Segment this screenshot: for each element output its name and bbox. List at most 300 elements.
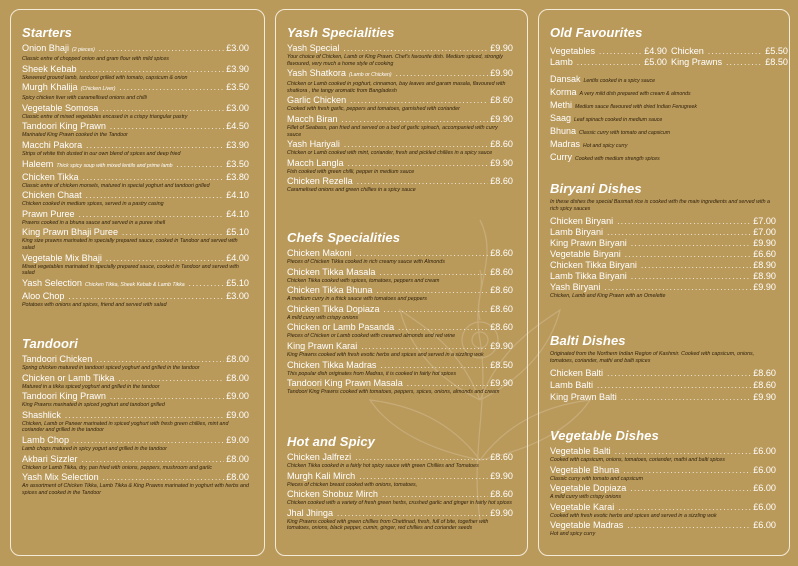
menu-item [550,216,776,227]
menu-item [22,140,249,158]
menu-item [287,322,513,340]
dot-leader [189,278,225,289]
dot-leader [82,454,225,465]
menu-item [287,471,513,489]
menu-item [287,95,513,113]
dot-leader [86,140,224,151]
menu-item-row [287,322,513,333]
curry-style-desc: Cooked with medium strength spices [575,156,660,162]
veg-list [550,446,776,538]
old-heading: Old Favourites [550,25,643,40]
menu-item [550,368,776,379]
dish-name: Vegetable Madras [550,520,624,531]
dish-note: Chicken Tikka, Sheek Kebab & Lamb Tikka [85,281,185,288]
curry-style-name: Methi [550,100,573,110]
menu-item [550,520,776,538]
dish-name: Lamb Biryani [550,227,604,238]
balti-intro: Originated from the Northern Indian Region of Kashmir. Cooked with capsicum, onions, tomatoes, coriander, mathi and balti spices [550,351,755,364]
dish-description: Matured in a tikka spiced yoghurt and grilled in the tandoor [22,383,160,390]
curry-style-desc: Lentils cooked in a spicy sauce [583,78,656,84]
dish-name: Murgh Khalija [22,82,78,93]
dot-leader [708,46,763,57]
menu-item [287,508,513,532]
dish-description: Classic entre of chopped onion and gram flour with mild spices [22,56,169,62]
menu-item [550,502,776,520]
dot-leader [177,159,225,170]
dish-description: Classic curry with tomato and capsicum [550,475,644,482]
dish-name: Vegetable Biryani [550,249,621,260]
dot-leader [122,227,224,238]
dish-description: Marinated King Prawn cooked in the Tandoor [22,132,128,139]
menu-item-row [287,304,513,315]
curry-style-name: Madras [550,139,581,149]
dot-leader [396,68,489,79]
dot-leader [641,260,751,271]
dish-description: King Prawns marinated in spiced yoghurt and tandoori grilled [22,402,165,409]
curry-style-name: Saag [550,113,572,123]
dish-name: Macchi Pakora [22,139,83,150]
dish-price: £9.90 [490,68,513,79]
dish-price: £3.00 [226,43,249,53]
menu-item [22,354,249,372]
dish-description: King size prawns marinated in specially prepared sauce, cooked in Tandoor and served with salad [22,238,238,251]
old-favourites-grid [550,46,788,68]
dish-name: King Prawn Balti [550,392,617,403]
dish-price: £8.00 [226,472,249,483]
menu-item [550,483,776,501]
dish-description: Chicken Tikka cooked with spices, tomatoes, peppers and cream [287,277,440,284]
menu-item [287,304,513,322]
dish-description: A mild curry with crispy onions [550,494,622,501]
menu-item [550,392,776,403]
menu-item [22,278,249,291]
hot-list [287,452,513,532]
menu-item-row [22,391,249,402]
menu-item-row [550,446,776,457]
dish-price: £9.90 [490,340,513,351]
menu-item [287,176,513,194]
dish-price: £9.90 [490,157,513,168]
menu-item [287,248,513,266]
menu-item-row [550,465,776,476]
curry-style [550,139,776,152]
dot-leader [337,508,488,519]
dish-price: £7.00 [753,216,776,227]
dish-price: £7.00 [753,227,776,238]
dish-price: £9.90 [490,378,513,389]
curry-styles-list [550,74,776,165]
dot-leader [384,304,489,315]
menu-item [287,267,513,285]
dish-name: Macch Biran [287,113,338,124]
dish-name: Chicken or Lamb Pasanda [287,322,395,333]
dot-leader [607,227,751,238]
dot-leader [623,465,751,476]
meat-name: Chicken [671,46,704,56]
dot-leader [73,435,224,446]
dish-name: Chicken Makoni [287,248,352,258]
starters-panel [10,9,265,556]
dish-description: Chicken Tikka cooked in a fairly hot spicy sauce with green Chillies and Tomatoes [287,463,479,469]
dish-name: Yash Shatkora [287,68,346,79]
starters-list [22,43,249,308]
curry-style [550,126,776,139]
dish-description: Caramelised onions and green chillies in a spicy sauce [287,187,416,194]
menu-item [22,64,249,82]
dish-price: £9.00 [226,434,249,445]
menu-item-row [287,489,513,500]
dot-leader [577,57,642,68]
dish-description: Cooked with fresh exotic herbs and spices and served in a sizzling wok [550,512,717,519]
dish-name: Vegetable Somosa [22,102,99,113]
menu-item [287,360,513,378]
menu-item-row [22,291,249,302]
dish-name: Chicken Tikka Bhuna [287,285,373,296]
menu-item [550,260,776,271]
dish-note: (2 pieces) [72,47,95,53]
dot-leader [398,322,488,333]
dot-leader [110,391,224,402]
dish-description: Cooked with capsicum, onions, tomatoes, coriander, mathi and balti spices [550,457,725,463]
dot-leader [106,253,224,264]
dish-description: Strips of white fish dusted in our own blend of spices and deep fried [22,150,181,157]
menu-item [22,43,249,63]
dish-name: Chicken Chaat [22,190,82,201]
curry-style-desc: Leaf spinach cooked in medium sauce [574,117,663,123]
dish-price: £8.00 [226,453,249,464]
dot-leader [102,103,224,114]
dot-leader [618,502,751,513]
dish-price: £8.60 [490,285,513,296]
menu-item [287,68,513,94]
menu-item [22,435,249,453]
curry-style [550,87,776,100]
dish-price: £9.90 [490,113,513,124]
dot-leader [380,360,488,371]
dish-price: £3.00 [226,290,249,301]
favourites-panel [538,9,790,556]
menu-item-row [287,285,513,296]
menu-item-row [22,435,249,446]
dish-name: Chicken Jalfrezi [287,452,352,462]
menu-item-row [22,354,249,365]
price-grid-item [671,46,788,57]
menu-item-row [22,121,249,132]
dish-price: £9.00 [226,409,249,420]
menu-item [287,158,513,176]
menu-item [22,121,249,139]
dot-leader [627,520,751,531]
menu-item [22,391,249,409]
dish-price: £8.90 [753,260,776,271]
dot-leader [86,190,225,201]
dot-leader [68,291,224,302]
curry-style-name: Curry [550,152,572,162]
dish-name: Tandoori King Prawn [22,121,106,132]
hot-heading: Hot and Spicy [287,434,375,449]
menu-item-row [287,139,513,150]
dot-leader [356,248,489,259]
biryani-outro: Chicken, Lamb and King Prawn with an Omelette [550,293,666,300]
menu-item [22,410,249,434]
dish-name: Chicken Rezella [287,176,353,187]
curry-style [550,100,776,113]
menu-item [22,227,249,251]
menu-item-row [550,216,776,227]
dot-leader [607,368,751,379]
menu-item [287,43,513,67]
dish-name: Tandoori King Prawn [22,391,106,402]
dish-description: Skewered ground lamb, tandoori grilled with tomato, capsicum & onion [22,74,188,81]
menu-item-row [22,278,249,291]
dish-name: Haleem [22,158,54,169]
dish-description: Prawns cooked in a bhuna sauce and served in a puree shell [22,219,166,226]
menu-item [22,209,249,227]
dish-description: Classic entre of chicken morsels, matured in special yoghurt and tandoori grilled [22,182,210,189]
menu-item-row [22,140,249,151]
balti-list [550,368,776,403]
dot-leader [382,489,488,500]
menu-item-row [550,520,776,531]
dish-price: £8.50 [490,359,513,370]
dot-leader [83,172,225,183]
dish-name: Vegetable Karai [550,501,615,512]
dish-description: Cooked with fresh garlic, peppers and tomatoes, garnished with coriander [287,106,460,113]
menu-item-row [550,227,776,238]
menu-item-row [22,43,249,56]
menu-item-row [550,282,776,293]
dish-description: Fillet of Seabass, pan fried and served on a bed of garlic spinach, accompanied with curry sauce [287,124,498,138]
dish-note: (Lamb or Chicken) [348,72,392,79]
menu-item-row [550,392,776,403]
menu-item [22,103,249,121]
dish-name: Vegetable Mix Bhaji [22,252,102,263]
menu-item-row [22,227,249,238]
dot-leader [65,410,224,421]
yash-heading: Yash Specialities [287,25,395,40]
dish-name: Jhal Jhinga [287,507,334,518]
meat-price: £8.50 [765,57,788,67]
dish-name: Aloo Chop [22,290,65,301]
menu-item-row [22,82,249,95]
balti-heading: Balti Dishes [550,333,626,348]
dish-note: (Chicken Liver) [80,86,116,93]
dish-name: King Prawn Karai [287,340,358,351]
dish-price: £4.10 [226,208,249,219]
dish-price: £8.60 [753,380,776,391]
dish-name: Sheek Kebab [22,63,77,74]
dot-leader [357,176,489,187]
dot-leader [604,282,751,293]
menu-item-row [22,159,249,172]
menu-item [550,271,776,282]
dot-leader [407,378,488,389]
menu-item-row [287,267,513,278]
dot-leader [361,341,488,352]
price-grid-item [550,46,667,57]
dish-name: Vegetable Balti [550,446,611,456]
dish-description: Tandoori King Prawns cooked with tomatoes, peppers, spices, onions, almonds and cream [287,389,500,396]
dish-name: Chicken or Lamb Tikka [22,372,115,383]
menu-item-row [22,209,249,220]
dish-description: Your choice of Chicken, Lamb or King Prawn. Chef's favourite dish. Medium spiced, strongly flavoured, very much a home style of cooking [287,54,503,67]
dish-name: Shashlick [22,409,61,420]
dish-price: £9.90 [490,507,513,518]
meat-name: King Prawns [671,57,723,67]
dish-description: Lamb chops matured in spicy yogurt and grilled in the tandoor [22,445,167,452]
starters-heading: Starters [22,25,72,40]
menu-item-row [287,508,513,519]
dot-leader [625,249,751,260]
dish-price: £3.50 [226,158,249,169]
dish-price: £8.60 [490,452,513,462]
dish-name: Yash Selection [22,277,82,288]
dish-description: Chicken or Lamb cooked with mint, coriander, fresh and pickled chillies in a spicy sauce [287,150,493,157]
menu-item [550,238,776,249]
tandoori-heading: Tandoori [22,336,78,351]
dish-description: Chicken or Lamb cooked in yoghurt, cinnamon, bay leaves and garam masala, flavoured with shatkora , the tangy aromatic from Bangladesh [287,81,506,94]
dish-description: Fish cooked with green chilli, pepper in medium sauce [287,168,415,175]
dot-leader [621,392,752,403]
meat-name: Lamb [550,57,573,67]
dish-name: King Prawn Bhaji Puree [22,227,119,238]
dish-price: £8.60 [753,368,776,379]
chefs-list [287,248,513,396]
dish-name: Chicken Tikka Biryani [550,260,637,271]
dish-price: £8.60 [490,248,513,258]
menu-item [550,380,776,391]
dish-price: £8.60 [490,303,513,314]
menu-item [287,139,513,157]
menu-item-row [22,172,249,183]
dish-price: £6.00 [753,520,776,531]
menu-item [287,489,513,507]
dish-price: £9.90 [753,282,776,293]
menu-item-row [287,114,513,125]
dish-description: Spring chicken matured in tandoori spiced yoghurt and grilled in the tandoor [22,365,200,371]
dish-name: Lamb Chop [22,434,70,445]
menu-item-row [22,103,249,114]
dish-name: Lamb Tikka Biryani [550,271,627,282]
yash-list [287,43,513,194]
curry-style-desc: Classic curry with tomato and capsicum [579,130,671,136]
dish-price: £8.90 [753,271,776,282]
menu-item [22,82,249,102]
dot-leader [81,64,225,75]
dish-price: £9.90 [490,470,513,481]
meat-price: £5.50 [765,46,788,56]
curry-style [550,152,776,165]
dish-name: Tandoori Chicken [22,354,93,364]
dish-price: £8.60 [490,139,513,150]
menu-item [550,227,776,238]
menu-item [550,465,776,483]
dish-price: £4.10 [226,190,249,201]
curry-style-name: Bhuna [550,126,577,136]
dot-leader [615,446,752,457]
dish-description: A medium curry in a thick sauce with tomatoes and peppers [287,296,427,303]
menu-item-row [287,378,513,389]
dish-name: King Prawn Biryani [550,238,627,249]
dot-leader [355,452,488,463]
biryani-intro: In these dishes the special Basmati rice is cooked with the main ingredients and served with a rich spicy sauces [550,199,770,212]
menu-item [287,341,513,359]
menu-item-row [550,483,776,494]
menu-item [22,190,249,208]
menu-item [287,114,513,138]
dot-leader [359,471,488,482]
dish-note: Thick spicy soup with mixed lentils and prime lamb [56,162,173,169]
menu-item [550,249,776,260]
menu-item-row [287,341,513,352]
menu-item-row [22,190,249,201]
menu-item-row [22,64,249,75]
menu-item-row [287,43,513,54]
curry-style-desc: Medium sauce flavoured with dried Indian Fenugreek [575,104,697,110]
dish-name: Chicken Balti [550,368,604,379]
dish-name: Vegetable Dopiaza [550,483,627,494]
dish-price: £9.00 [226,391,249,402]
menu-item-row [287,176,513,187]
dish-description: King Prawns cooked with green chillies from Chettinad, fresh, full of bite, together with tomatoes, onions, black pepper, cumin, ginger, red chillies and coriander seeds [287,518,489,532]
dish-price: £8.00 [226,372,249,383]
dot-leader [119,373,225,384]
menu-item [550,282,776,293]
biryani-list [550,216,776,293]
menu-item-row [22,253,249,264]
dot-leader [617,216,751,227]
curry-style-desc: A very mild dish prepared with cream & almonds [579,91,691,97]
dish-name: Chicken Tikka Dopiaza [287,303,380,314]
menu-item-row [287,452,513,463]
dish-name: Chicken Tikka Madras [287,359,377,370]
menu-item [22,373,249,391]
dish-description: Chicken cooked in medium spices, served in a pastry casing [22,201,164,208]
menu-item-row [287,95,513,106]
dish-name: Macch Langla [287,157,344,168]
dish-description: Chicken or Lamb Tikka, dry, pan fried with onions, peppers, mushroom and garlic [22,464,213,471]
specialities-panel [275,9,528,556]
menu-item [550,446,776,464]
curry-style-desc: Hot and spicy curry [583,143,628,149]
menu-item [287,452,513,470]
dish-description: Spicy chicken liver with caramellised onions and chilli [22,95,147,102]
menu-item-row [550,260,776,271]
dish-name: Chicken Shobuz Mirch [287,489,378,500]
dish-name: Onion Bhaji [22,43,70,53]
dish-price: £8.60 [490,266,513,277]
dish-description: Pieces of Chicken or Lamb cooked with creamed almonds and red wine [287,333,456,340]
dot-leader [350,95,488,106]
menu-item-row [550,502,776,513]
dish-price: £5.10 [226,227,249,238]
dish-description: Potatoes with onions and spices, friend and served with salad [22,301,167,308]
price-grid-item [671,57,788,68]
dot-leader [343,43,488,54]
dish-price: £8.60 [490,489,513,500]
dish-name: Prawn Puree [22,208,75,219]
dish-price: £9.90 [753,392,776,403]
menu-item-row [287,360,513,371]
curry-style-name: Korma [550,87,577,97]
curry-style [550,113,776,126]
dish-price: £3.90 [226,63,249,74]
tandoori-list [22,354,249,496]
dish-price: £4.00 [226,252,249,263]
dish-name: Lamb Balti [550,380,593,391]
menu-item-row [550,380,776,391]
dish-name: Yash Hariyali [287,139,340,150]
